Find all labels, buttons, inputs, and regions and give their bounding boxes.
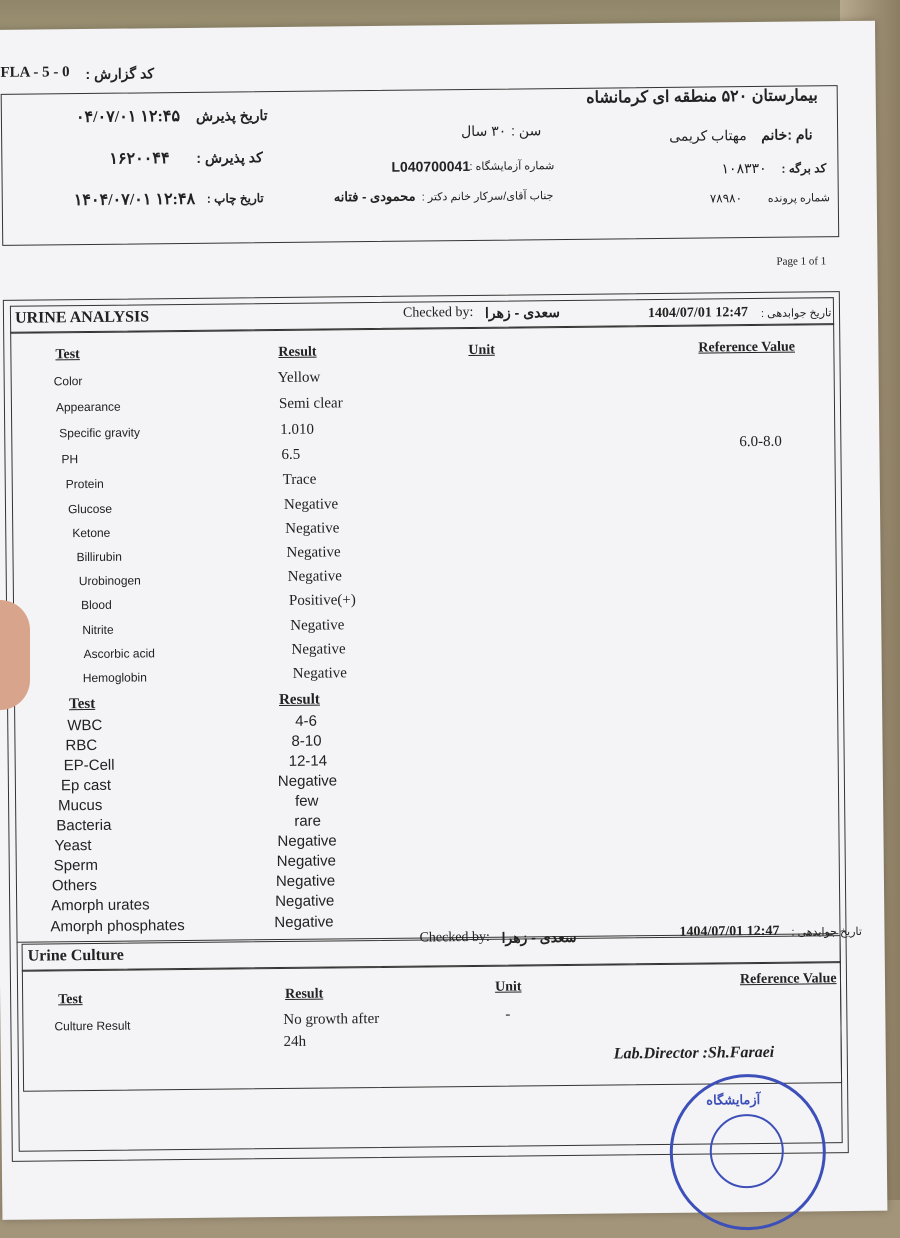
micro-result: Negative <box>277 772 338 791</box>
ua-test-name: Blood <box>80 597 112 613</box>
admission-code: ۱۶۲۰۰۴۴ <box>109 150 170 168</box>
ua-result: Yellow <box>277 369 321 387</box>
thumb <box>0 600 30 710</box>
micro-result: 12-14 <box>288 752 328 770</box>
ua-answer-date: 1404/07/01 12:47 <box>647 305 749 322</box>
age: ۳۰ سال <box>461 122 507 140</box>
ua-test-name: Billirubin <box>76 549 122 565</box>
ua-result: Negative <box>290 617 345 634</box>
ua-answer-date-label: تاریخ جوابدهی : <box>760 307 832 320</box>
sheet-code: ۱۰۸۳۳۰ <box>721 161 767 178</box>
micro-test-name: Others <box>51 876 98 895</box>
micro-result: 8-10 <box>291 732 322 750</box>
lab-number: L040700041 <box>391 157 471 175</box>
ua-test-name: Color <box>53 374 83 389</box>
uc-checked-by-label: Checked by: <box>419 929 490 946</box>
uc-test-name: Culture Result <box>54 1018 131 1034</box>
ua-test-name: Ketone <box>72 525 111 541</box>
ua-test-name: Appearance <box>55 399 121 415</box>
ua-col-unit: Unit <box>468 342 495 359</box>
micro-test-name: Ep cast <box>60 776 112 795</box>
ua-result: 6.5 <box>281 446 301 463</box>
urine-culture-title: Urine Culture <box>27 946 124 965</box>
ua-result: Semi clear <box>278 395 343 412</box>
micro-result: Negative <box>274 913 334 932</box>
urine-analysis-title: URINE ANALYSIS <box>14 308 150 327</box>
ua-result: Negative <box>286 544 341 561</box>
micro-test-name: Bacteria <box>56 816 112 835</box>
culture-inner-box <box>22 961 842 1092</box>
ua-test-name: Glucose <box>67 501 113 517</box>
ua-checked-by-label: Checked by: <box>402 304 474 321</box>
ua-reference: 6.0-8.0 <box>739 433 782 451</box>
name-label: نام :خانم <box>761 126 813 143</box>
patient-name: مهتاب کریمی <box>669 127 747 144</box>
lab-report-paper <box>0 21 887 1220</box>
admission-date: ۰۴/۰۷/۰۱ ۱۲:۴۵ <box>75 108 181 127</box>
ua-result: Negative <box>283 496 339 513</box>
lab-stamp-text: آزمایشگاه <box>706 1091 761 1108</box>
ua-test-name: Specific gravity <box>59 425 140 441</box>
ua-checked-by: سعدی - زهرا <box>484 304 561 321</box>
uc-answer-date-label: تاریخ جوابدهی : <box>791 925 862 939</box>
ua-test-name: Protein <box>65 476 104 492</box>
uc-col-test: Test <box>58 992 83 1008</box>
lab-number-label: شماره آزمایشگاه : <box>469 160 555 173</box>
lab-director-signature: Lab.Director :Sh.Faraei <box>613 1043 775 1063</box>
uc-col-reference: Reference Value <box>739 971 837 988</box>
doctor-label: جناب آقای/سرکار خانم دکتر : <box>421 190 554 204</box>
admission-code-label: کد پذیرش : <box>196 149 263 166</box>
print-date: ۱۴۰۴/۰۷/۰۱ ۱۲:۴۸ <box>73 190 196 210</box>
uc-unit: - <box>505 1006 511 1023</box>
file-number: ۷۸۹۸۰ <box>709 191 743 206</box>
sheet-code-label: کد برگه : <box>781 161 827 176</box>
ua-test-name: Ascorbic acid <box>83 646 155 662</box>
uc-col-result: Result <box>285 986 324 1002</box>
micro-result: Negative <box>275 892 335 911</box>
micro-test-name: Mucus <box>58 796 103 815</box>
page-indicator: Page 1 of 1 <box>776 255 827 268</box>
micro-result: rare <box>294 812 322 830</box>
ua-result: Negative <box>292 665 347 682</box>
ua-test-name: Urobinogen <box>78 573 141 589</box>
ua-col-test: Test <box>55 347 80 363</box>
micro-test-name: RBC <box>65 736 98 755</box>
ua-test-name: PH <box>61 452 79 467</box>
uc-result-line1: No growth after <box>283 1010 380 1028</box>
file-number-label: شماره پرونده <box>767 192 830 205</box>
doctor-name: محمودی - فتانه <box>333 188 416 205</box>
micro-test-name: Amorph urates <box>51 896 150 915</box>
micro-test-name: Yeast <box>54 836 92 855</box>
micro-test-name: EP-Cell <box>63 756 115 775</box>
lab-stamp-inner-ring <box>709 1114 784 1189</box>
micro-result: Negative <box>276 852 337 871</box>
uc-checked-by: سعدی - زهرا <box>501 928 577 946</box>
ua-result: Negative <box>287 568 342 585</box>
micro-test-name: WBC <box>67 716 103 735</box>
ua-result: Trace <box>282 471 317 488</box>
ua-result: 1.010 <box>280 421 315 438</box>
ua-result: Negative <box>291 641 346 658</box>
ua-col-reference: Reference Value <box>698 339 796 356</box>
micro-test-name: Sperm <box>53 856 99 875</box>
ua-result: Negative <box>285 520 340 537</box>
micro-test-name: Amorph phosphates <box>50 917 185 936</box>
hospital-name: بیمارستان ۵۲۰ منطقه ای کرمانشاه <box>586 87 818 107</box>
micro-result: Negative <box>275 872 336 891</box>
micro-result: 4-6 <box>295 712 318 730</box>
ua-result: Positive(+) <box>288 592 356 609</box>
uc-col-unit: Unit <box>494 979 522 995</box>
micro-col-result: Result <box>278 691 320 709</box>
ua-col-result: Result <box>278 344 317 360</box>
uc-answer-date: 1404/07/01 12:47 <box>679 923 780 940</box>
micro-result: Negative <box>277 832 337 851</box>
print-date-label: تاریخ چاپ : <box>206 191 264 206</box>
report-code: FLA - 5 - 0 <box>0 64 70 81</box>
age-label: سن : <box>510 122 542 139</box>
admission-date-label: تاریخ پذیرش <box>195 107 268 124</box>
ua-test-name: Hemoglobin <box>82 670 147 686</box>
uc-result-line2: 24h <box>283 1033 307 1050</box>
micro-result: few <box>295 792 319 810</box>
ua-test-name: Nitrite <box>82 622 114 638</box>
report-code-label: کد گزارش : <box>85 65 155 83</box>
micro-col-test: Test <box>68 695 96 713</box>
